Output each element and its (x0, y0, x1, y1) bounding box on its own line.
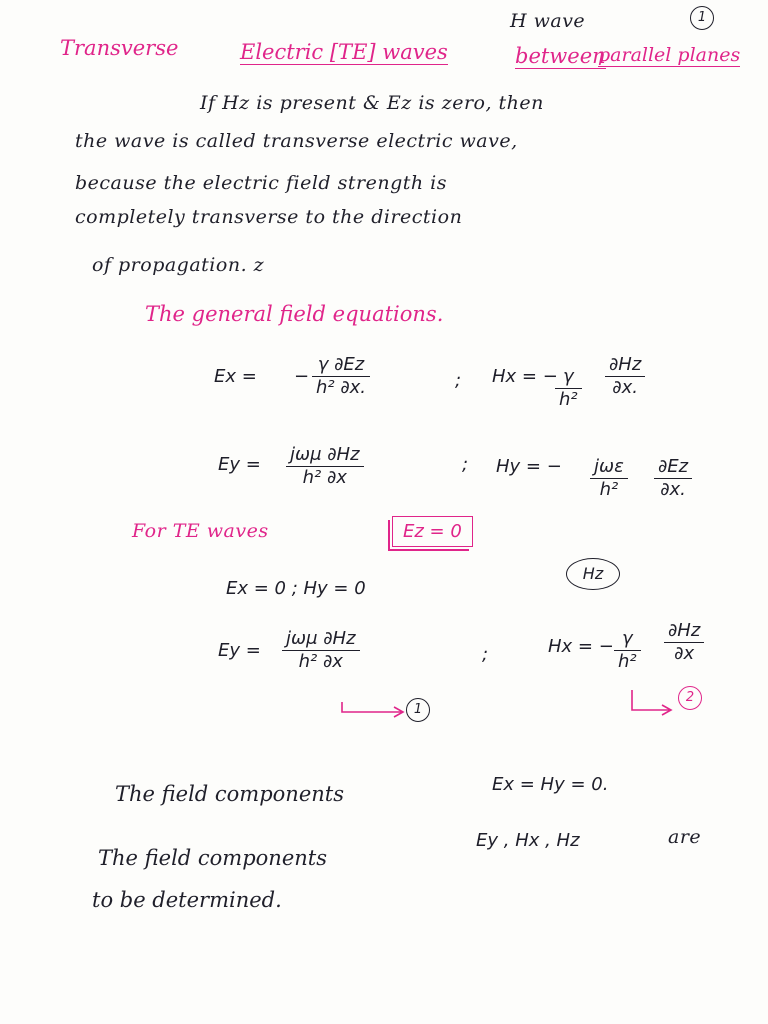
ref-number-2: 2 (678, 686, 702, 710)
te-label: For TE waves (132, 520, 269, 542)
eq-ey-den: h² ∂x (302, 467, 347, 488)
para-line-3: because the electric field strength is (75, 172, 447, 194)
te-hx-num1: γ (614, 628, 641, 651)
eq-hy-den1: h² (599, 479, 619, 500)
eq-hx-num1: γ (555, 366, 582, 389)
summary-line-2-eq: Ey , Hx , Hz (476, 830, 580, 851)
te-ex-hy: Ex = 0 ; Hy = 0 (226, 578, 366, 599)
eq-ex-den: h² ∂x. (316, 377, 367, 398)
summary-line-2-text: The field components (98, 846, 328, 870)
eq-ex-fraction (312, 354, 370, 399)
summary-line-3: to be determined. (92, 888, 282, 912)
te-sep: ; (482, 644, 489, 665)
eq-ex-num: γ ∂Ez (312, 354, 370, 377)
eq-ey-num: jωμ ∂Hz (286, 444, 364, 467)
te-circled-hz: Hz (566, 558, 620, 590)
eq-hx-lhs: Hx = − (492, 366, 558, 387)
para-line-5: of propagation. z (92, 254, 265, 276)
eq-hx-den2: ∂x. (612, 377, 638, 398)
title-transverse: Transverse (60, 36, 179, 60)
eq-hy-frac2 (654, 456, 692, 501)
te-hx-num2: ∂Hz (664, 620, 704, 643)
ref-arrow-2-icon (628, 688, 678, 718)
summary-line-1-eq: Ex = Hy = 0. (492, 774, 609, 795)
eq-hx-frac2 (605, 354, 645, 399)
para-line-4: completely transverse to the direction (75, 206, 463, 228)
te-hx-lhs: Hx = − (548, 636, 614, 657)
page-number: 1 (690, 6, 714, 30)
te-hx-frac2 (664, 620, 704, 665)
te-hx-den1: h² (618, 651, 637, 672)
eq-hx-den1: h² (559, 389, 578, 410)
te-ey-lhs: Ey = (218, 640, 261, 661)
eq-sep-1: ; (455, 370, 462, 391)
title-parallel: parallel planes (598, 44, 741, 66)
eq-hy-num1: jωε (590, 456, 628, 479)
te-ey-fraction (282, 628, 360, 673)
ref-arrow-1-icon (340, 698, 410, 722)
eq-hx-num2: ∂Hz (605, 354, 645, 377)
eq-sep-2: ; (462, 454, 469, 475)
te-hx-frac1 (614, 628, 641, 673)
title-between: between (515, 44, 606, 68)
te-ey-den: h² ∂x (298, 651, 343, 672)
eq-ey-lhs: Ey = (218, 454, 261, 475)
summary-line-1-text: The field components (115, 782, 345, 806)
eq-hy-lhs: Hy = − (496, 456, 562, 477)
ref-number-1: 1 (406, 698, 430, 722)
te-hx-den2: ∂x (674, 643, 695, 664)
eq-ey-fraction (286, 444, 364, 489)
eq-hy-num2: ∂Ez (654, 456, 692, 479)
para-line-1: If Hz is present & Ez is zero, then (200, 92, 544, 114)
eq-hx-frac1 (555, 366, 582, 411)
te-ey-num: jωμ ∂Hz (282, 628, 360, 651)
general-equations-heading: The general field equations. (145, 302, 444, 326)
eq-ex-lhs: Ex = (214, 366, 257, 387)
h-wave-label: H wave (510, 10, 586, 32)
eq-ex-sign: − (294, 366, 310, 387)
eq-hy-frac1 (590, 456, 628, 501)
eq-hy-den2: ∂x. (660, 479, 686, 500)
para-line-2: the wave is called transverse electric wave, (75, 130, 518, 152)
title-electric: Electric [TE] waves (240, 40, 448, 64)
te-boxed-condition: Ez = 0 (392, 516, 473, 547)
summary-line-2-end: are (668, 826, 702, 848)
